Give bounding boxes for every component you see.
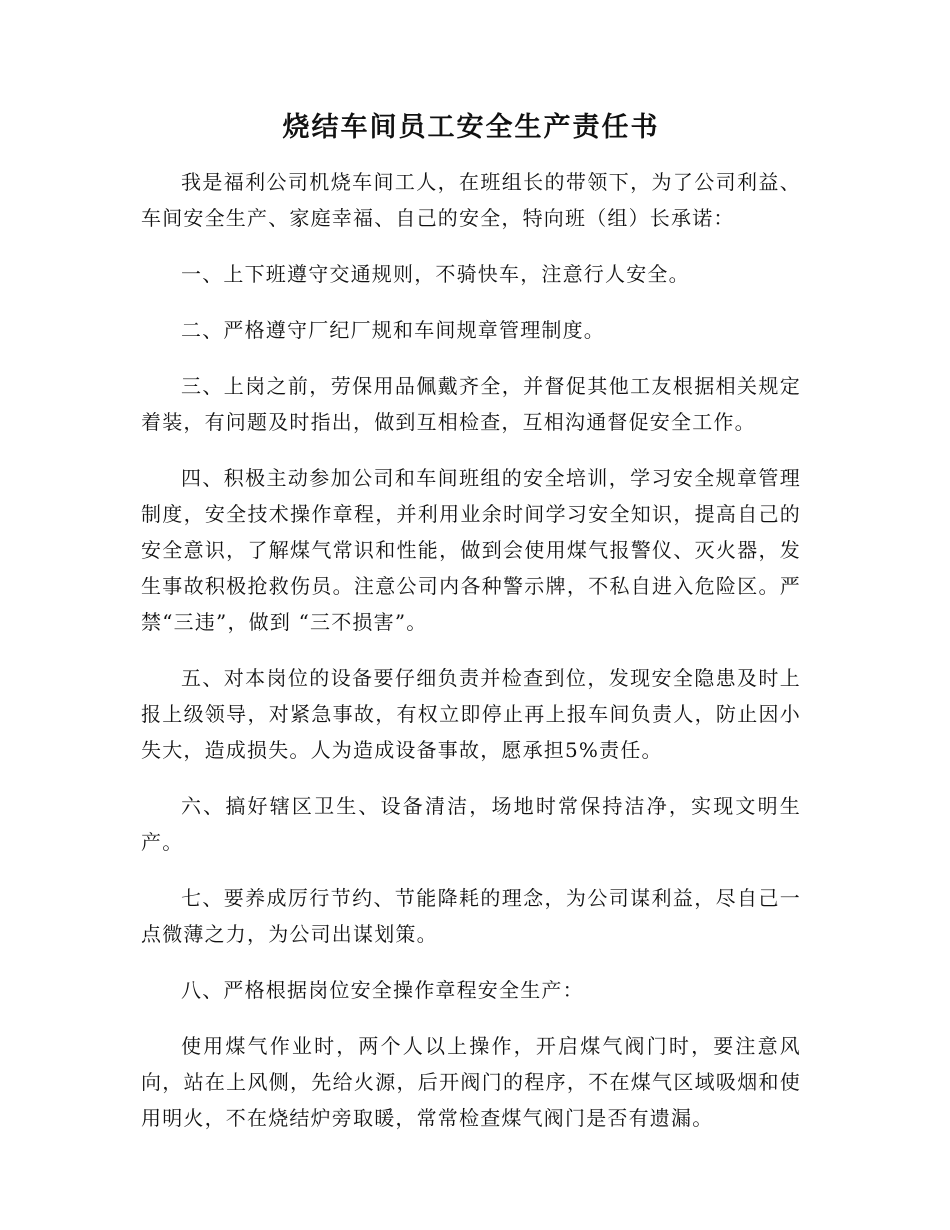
gas-operation-paragraph: 使用煤气作业时，两个人以上操作，开启煤气阀门时，要注意风向，站在上风侧，先给火源，后开阀门的程序，不在煤气区域吸烟和使用明火，不在烧结炉旁取暖，常常检查煤气阀门是否有遗漏。: [141, 1034, 801, 1130]
clause-4-paragraph: 四、积极主动参加公司和车间班组的安全培训，学习安全规章管理制度，安全技术操作章程，并利用业余时间学习安全知识，提高自己的安全意识，了解煤气常识和性能，做到会使用煤气报警仪、灭火器，发生事故积极抢救伤员。注意公司内各种警示牌，不私自进入危险区。严禁“三违”，做到 “三不损害”。: [141, 466, 801, 634]
clause-5-paragraph: 五、对本岗位的设备要仔细负责并检查到位，发现安全隐患及时上报上级领导，对紧急事故，有权立即停止再上报车间负责人，防止因小失大，造成损失。人为造成设备事故，愿承担5%责任。: [141, 666, 801, 762]
intro-paragraph: 我是福利公司机烧车间工人，在班组长的带领下，为了公司利益、车间安全生产、家庭幸福、自己的安全，特向班（组）长承诺：: [141, 170, 801, 230]
clause-7-paragraph: 七、要养成厉行节约、节能降耗的理念，为公司谋利益，尽自己一点微薄之力，为公司出谋划策。: [141, 886, 801, 946]
document-body: [141, 108, 801, 1156]
clause-3-paragraph: 三、上岗之前，劳保用品佩戴齐全，并督促其他工友根据相关规定着装，有问题及时指出，做到互相检查，互相沟通督促安全工作。: [141, 374, 801, 434]
document-title: 烧结车间员工安全生产责任书: [282, 112, 660, 143]
clause-6-paragraph: 六、搞好辖区卫生、设备清洁，场地时常保持洁净，实现文明生产。: [141, 794, 801, 854]
clause-8-paragraph: 八、严格根据岗位安全操作章程安全生产：: [181, 978, 584, 1002]
clause-1-paragraph: 一、上下班遵守交通规则，不骑快车，注意行人安全。: [181, 262, 690, 286]
clause-2-paragraph: 二、严格遵守厂纪厂规和车间规章管理制度。: [181, 318, 605, 342]
